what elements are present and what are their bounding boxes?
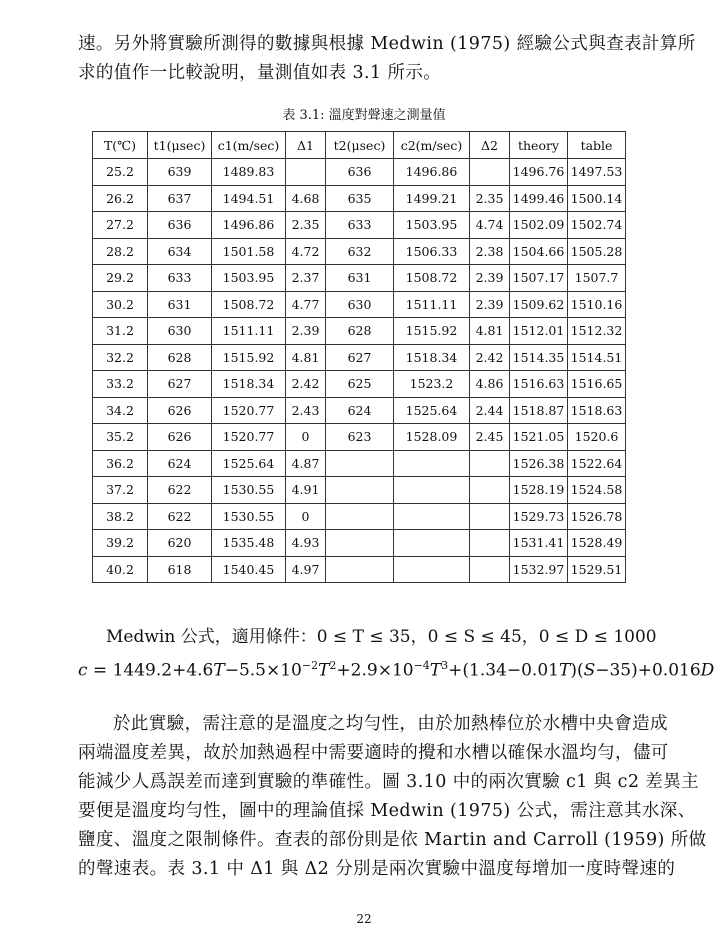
table-cell: 1510.16 <box>568 291 626 318</box>
table-cell: 1494.51 <box>212 185 286 212</box>
table-cell: 4.68 <box>286 185 326 212</box>
table-cell: 631 <box>326 265 394 292</box>
table-row <box>93 503 626 530</box>
table-cell: 4.97 <box>286 556 326 583</box>
table-cell: 1520.77 <box>212 397 286 424</box>
table-cell: 1524.58 <box>568 477 626 504</box>
table-cell: 1489.83 <box>212 159 286 186</box>
col-header-delta2: Δ2 <box>470 132 510 159</box>
formula-conditions <box>106 622 657 647</box>
table-row <box>93 185 626 212</box>
table-cell: 1528.09 <box>394 424 470 451</box>
table-cell: 1515.92 <box>394 318 470 345</box>
table-cell <box>326 530 394 557</box>
table-cell <box>394 530 470 557</box>
table-cell <box>286 159 326 186</box>
table-cell: 1508.72 <box>394 265 470 292</box>
table-cell: 622 <box>148 503 212 530</box>
table-cell: 1503.95 <box>212 265 286 292</box>
eq-var-S: S <box>583 660 596 681</box>
table-cell <box>470 530 510 557</box>
table-cell: 1530.55 <box>212 503 286 530</box>
table-cell: 1535.48 <box>212 530 286 557</box>
condition-temperature: 0 ≤ T ≤ 35 <box>316 627 411 647</box>
table-cell: 1505.28 <box>568 238 626 265</box>
table-cell: 2.42 <box>286 371 326 398</box>
table-row <box>93 212 626 239</box>
col-header-temperature: T(℃) <box>93 132 148 159</box>
table-cell: 1496.76 <box>510 159 568 186</box>
table-cell: 1522.64 <box>568 450 626 477</box>
table-cell: 634 <box>148 238 212 265</box>
eq-exponent: 2 <box>329 659 337 672</box>
table-cell: 40.2 <box>93 556 148 583</box>
table-cell: 1540.45 <box>212 556 286 583</box>
table-cell <box>394 503 470 530</box>
table-cell: 628 <box>326 318 394 345</box>
table-cell: 1529.73 <box>510 503 568 530</box>
table-cell: 1518.87 <box>510 397 568 424</box>
table-cell: 2.39 <box>470 291 510 318</box>
table-cell <box>326 477 394 504</box>
table-cell: 1511.11 <box>212 318 286 345</box>
table-cell <box>394 450 470 477</box>
separator: ， <box>410 627 428 647</box>
table-cell: 1526.78 <box>568 503 626 530</box>
text-line: 於此實驗，需注意的是溫度之均勻性，由於加熱棒位於水槽中央會造成 <box>113 714 668 734</box>
table-cell: 636 <box>326 159 394 186</box>
table-cell: 2.42 <box>470 344 510 371</box>
table-cell: 2.39 <box>286 318 326 345</box>
table-cell: 1516.65 <box>568 371 626 398</box>
intro-paragraph <box>78 30 696 88</box>
table-cell: 637 <box>148 185 212 212</box>
text-line: 鹽度、溫度之限制條件。查表的部份則是依 Martin and Carroll (1959) 所做 <box>78 830 707 850</box>
eq-exponent: −2 <box>301 659 319 672</box>
table-cell: 2.39 <box>470 265 510 292</box>
page-number: 22 <box>356 912 372 926</box>
eq-var-T: T <box>318 660 330 681</box>
table-row <box>93 477 626 504</box>
table-cell: 626 <box>148 397 212 424</box>
table-cell: 1514.51 <box>568 344 626 371</box>
eq-part: +2.9×10 <box>336 660 414 681</box>
table-cell: 1512.01 <box>510 318 568 345</box>
table-cell: 1499.21 <box>394 185 470 212</box>
table-cell: 27.2 <box>93 212 148 239</box>
table-cell: 624 <box>326 397 394 424</box>
eq-part: = 1449.2+4.6 <box>87 660 214 681</box>
table-cell: 25.2 <box>93 159 148 186</box>
condition-salinity: 0 ≤ S ≤ 45 <box>427 627 522 647</box>
table-cell: 633 <box>326 212 394 239</box>
table-cell: 633 <box>148 265 212 292</box>
col-header-theory: theory <box>510 132 568 159</box>
table-row <box>93 318 626 345</box>
eq-part: −35)+0.016 <box>595 660 701 681</box>
table-cell: 1520.77 <box>212 424 286 451</box>
table-cell: 631 <box>148 291 212 318</box>
table-cell <box>394 477 470 504</box>
table-cell: 1521.05 <box>510 424 568 451</box>
eq-var-T: T <box>429 660 442 681</box>
table-cell: 627 <box>148 371 212 398</box>
table-cell <box>470 556 510 583</box>
table-cell: 1525.64 <box>394 397 470 424</box>
table-cell: 1518.34 <box>394 344 470 371</box>
table-cell: 1502.74 <box>568 212 626 239</box>
col-header-c1: c1(m/sec) <box>212 132 286 159</box>
text-line: 速。另外將實驗所測得的數據與根據 Medwin (1975) 經驗公式與查表計算所 <box>78 34 696 54</box>
eq-part: −5.5×10 <box>224 660 302 681</box>
table-cell: 1528.49 <box>568 530 626 557</box>
table-cell: 1511.11 <box>394 291 470 318</box>
table-row <box>93 159 626 186</box>
table-cell: 28.2 <box>93 238 148 265</box>
table-cell: 4.91 <box>286 477 326 504</box>
table-cell: 1520.6 <box>568 424 626 451</box>
separator: ， <box>521 627 539 647</box>
table-cell: 0 <box>286 424 326 451</box>
eq-var-c: c <box>78 660 88 681</box>
eq-var-T: T <box>558 660 571 681</box>
eq-var-D: D <box>700 660 715 681</box>
table-cell: 26.2 <box>93 185 148 212</box>
table-cell: 1496.86 <box>212 212 286 239</box>
table-cell: 635 <box>326 185 394 212</box>
table-cell: 618 <box>148 556 212 583</box>
table-cell <box>394 556 470 583</box>
eq-exponent: 3 <box>441 659 449 672</box>
table-cell: 626 <box>148 424 212 451</box>
table-cell: 4.77 <box>286 291 326 318</box>
table-caption: 表 3.1: 溫度對聲速之測量值 <box>282 108 446 123</box>
table-row <box>93 344 626 371</box>
table-cell: 34.2 <box>93 397 148 424</box>
table-row <box>93 424 626 451</box>
table-cell: 29.2 <box>93 265 148 292</box>
table-cell: 1516.63 <box>510 371 568 398</box>
table-cell: 2.35 <box>470 185 510 212</box>
sound-speed-table <box>92 131 626 583</box>
table-cell: 1532.97 <box>510 556 568 583</box>
col-header-t1: t1(μsec) <box>148 132 212 159</box>
table-row <box>93 265 626 292</box>
table-cell: 2.45 <box>470 424 510 451</box>
table-cell: 4.74 <box>470 212 510 239</box>
table-cell <box>470 503 510 530</box>
table-cell: 628 <box>148 344 212 371</box>
table-cell: 4.87 <box>286 450 326 477</box>
table-cell: 1502.09 <box>510 212 568 239</box>
table-row <box>93 397 626 424</box>
table-cell: 2.37 <box>286 265 326 292</box>
table-cell: 630 <box>326 291 394 318</box>
table-cell: 1507.17 <box>510 265 568 292</box>
table-row <box>93 371 626 398</box>
text-line: 兩端溫度差異，故於加熱過程中需要適時的攪和水槽以確保水溫均勻，儘可 <box>78 743 669 763</box>
table-cell: 4.93 <box>286 530 326 557</box>
table-row <box>93 450 626 477</box>
table-cell: 1509.62 <box>510 291 568 318</box>
eq-part: +(1.34−0.01 <box>448 660 559 681</box>
table-cell: 2.44 <box>470 397 510 424</box>
table-cell: 1499.46 <box>510 185 568 212</box>
table-cell: 1528.19 <box>510 477 568 504</box>
table-cell: 1497.53 <box>568 159 626 186</box>
table-cell: 1496.86 <box>394 159 470 186</box>
table-cell <box>326 556 394 583</box>
table-cell: 620 <box>148 530 212 557</box>
table-cell <box>326 450 394 477</box>
col-header-c2: c2(m/sec) <box>394 132 470 159</box>
table-cell: 1500.14 <box>568 185 626 212</box>
table-row <box>93 291 626 318</box>
table-cell: 2.38 <box>470 238 510 265</box>
table-cell: 623 <box>326 424 394 451</box>
table-cell: 37.2 <box>93 477 148 504</box>
table-cell: 627 <box>326 344 394 371</box>
table-cell: 2.43 <box>286 397 326 424</box>
table-cell: 625 <box>326 371 394 398</box>
eq-exponent: −4 <box>413 659 430 672</box>
table-cell: 1526.38 <box>510 450 568 477</box>
table-body <box>93 159 626 583</box>
table-row <box>93 556 626 583</box>
table-cell: 35.2 <box>93 424 148 451</box>
table-cell: 1503.95 <box>394 212 470 239</box>
table-cell: 1531.41 <box>510 530 568 557</box>
medwin-equation <box>78 659 715 681</box>
table-cell: 1518.34 <box>212 371 286 398</box>
text-line: 要便是溫度均勻性，圖中的理論值採 Medwin (1975) 公式，需注意其水深、 <box>78 801 696 821</box>
table-cell: 4.81 <box>286 344 326 371</box>
table-cell: 2.35 <box>286 212 326 239</box>
table-cell: 31.2 <box>93 318 148 345</box>
table-cell: 1523.2 <box>394 371 470 398</box>
table-cell: 1507.7 <box>568 265 626 292</box>
table-cell: 1525.64 <box>212 450 286 477</box>
conditions-label: Medwin 公式，適用條件： <box>106 627 317 647</box>
condition-depth: 0 ≤ D ≤ 1000 <box>538 627 657 647</box>
col-header-delta1: Δ1 <box>286 132 326 159</box>
table-cell <box>470 450 510 477</box>
table-row <box>93 238 626 265</box>
text-line: 的聲速表。表 3.1 中 Δ1 與 Δ2 分別是兩次實驗中溫度每增加一度時聲速的 <box>78 859 676 879</box>
table-cell <box>470 477 510 504</box>
table-cell: 38.2 <box>93 503 148 530</box>
eq-var-T: T <box>213 660 225 681</box>
table-cell: 1530.55 <box>212 477 286 504</box>
table-cell: 39.2 <box>93 530 148 557</box>
table-cell: 1518.63 <box>568 397 626 424</box>
table-cell: 632 <box>326 238 394 265</box>
table-cell: 1514.35 <box>510 344 568 371</box>
table-cell: 0 <box>286 503 326 530</box>
table-cell: 1512.32 <box>568 318 626 345</box>
col-header-t2: t2(μsec) <box>326 132 394 159</box>
table-header-row <box>93 132 626 159</box>
table-cell: 622 <box>148 477 212 504</box>
text-line: 求的值作一比較說明，量測值如表 3.1 所示。 <box>78 63 442 83</box>
table-cell: 4.81 <box>470 318 510 345</box>
table-cell: 624 <box>148 450 212 477</box>
eq-part: )( <box>570 660 584 681</box>
table-cell: 630 <box>148 318 212 345</box>
table-row <box>93 530 626 557</box>
text-line: 能減少人爲誤差而達到實驗的準確性。圖 3.10 中的兩次實驗 c1 與 c2 差異主 <box>78 772 700 792</box>
table-cell <box>470 159 510 186</box>
discussion-paragraph <box>78 710 707 884</box>
table-cell: 1529.51 <box>568 556 626 583</box>
table-cell: 1504.66 <box>510 238 568 265</box>
table-cell: 32.2 <box>93 344 148 371</box>
table-cell: 30.2 <box>93 291 148 318</box>
table-cell: 33.2 <box>93 371 148 398</box>
table-cell: 1506.33 <box>394 238 470 265</box>
table-cell: 1508.72 <box>212 291 286 318</box>
col-header-table: table <box>568 132 626 159</box>
table-cell: 639 <box>148 159 212 186</box>
table-cell: 4.86 <box>470 371 510 398</box>
table-cell <box>326 503 394 530</box>
table-cell: 36.2 <box>93 450 148 477</box>
table-cell: 1501.58 <box>212 238 286 265</box>
table-cell: 1515.92 <box>212 344 286 371</box>
table-cell: 636 <box>148 212 212 239</box>
table-cell: 4.72 <box>286 238 326 265</box>
